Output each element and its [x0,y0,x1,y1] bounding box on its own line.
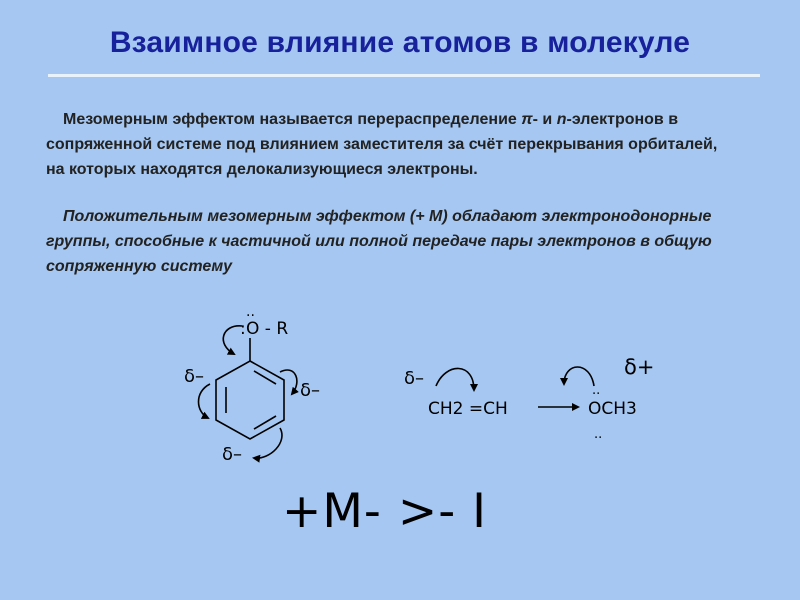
arrow-vinyl-left [436,368,474,390]
delta-plus-vinyl: δ+ [624,355,655,379]
arrow-vinyl-right [564,367,594,386]
positive-mesomeric-paragraph: Положительным мезомерным эффектом (+ М) обладают электронодонорные группы, способные к частичной или полной передаче пары электронов в общую сопряженную систему [46,208,712,275]
delta-minus-vinyl: δ– [404,368,425,389]
arrow-right-top [280,370,297,394]
effect-comparison-formula: +M- >- I [282,484,487,539]
definition-text-a: Мезомерным эффектом называется перераспределение [63,111,522,128]
lone-pair-left: : [240,319,246,339]
delta-minus-ortho-left: δ– [184,366,205,387]
definition-text-b: - и [532,111,557,128]
definition-text-c: -электронов в сопряженной системе под влиянием заместителя за счёт перекрывания орбиталей, на которых находятся делокализующиеся электроны. [46,111,718,178]
definition-paragraph [46,107,731,182]
mesomeric-diagram [170,300,690,480]
arrow-bottom [254,428,282,458]
vinyl-lone-pair-bottom: .. [594,427,603,442]
n-symbol: n [556,111,567,128]
pi-symbol: π [521,111,533,128]
slide-title: Взаимное влияние атомов в молекуле [109,26,691,59]
vinyl-right-label: OCH3 [588,399,637,419]
title-underline [48,74,760,77]
vinyl-left-label: CH2 =CH [428,399,508,419]
vinyl-lone-pair-top: .. [592,383,601,398]
substituent-label: O - R [246,319,289,339]
benzene-ring [216,338,284,439]
delta-minus-para: δ– [222,444,243,465]
arrow-left [199,384,211,418]
lone-pair-top: .. [246,304,255,320]
delta-minus-ortho-right: δ– [300,380,321,401]
